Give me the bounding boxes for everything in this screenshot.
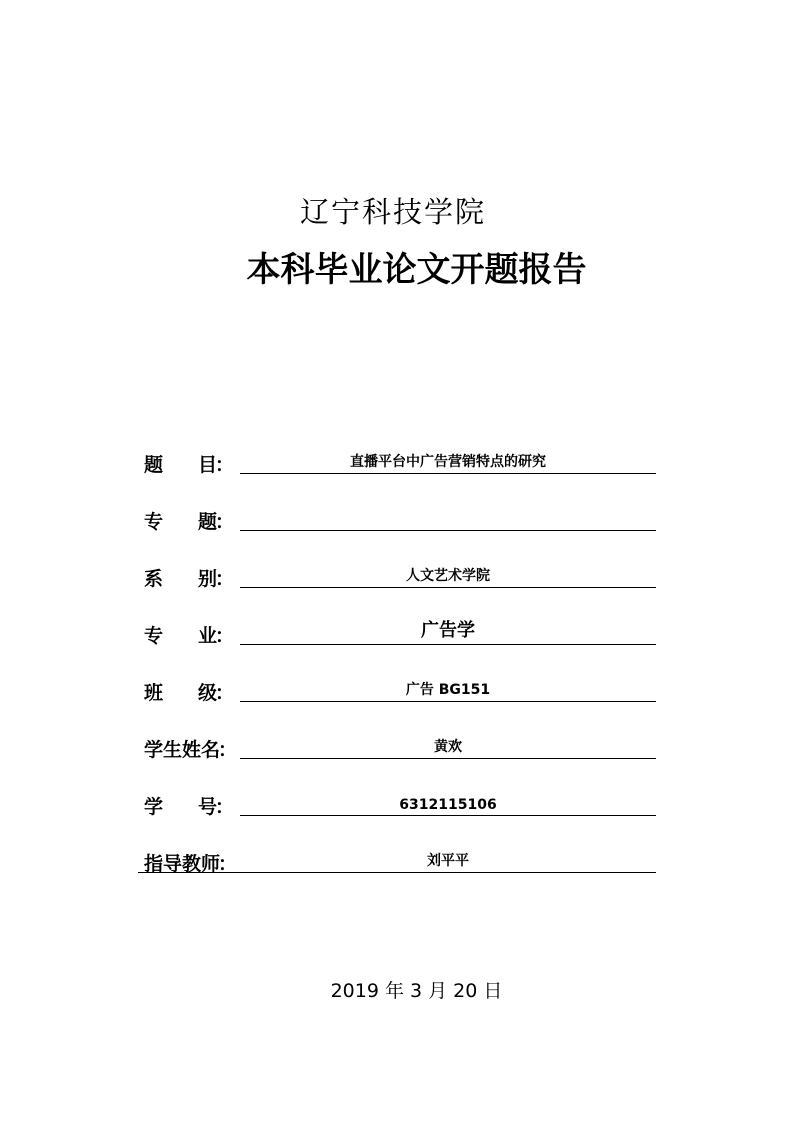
field-row-major [138,617,656,674]
field-row-topic [138,446,656,503]
field-label-student-name [144,735,238,762]
label-colon: ： [214,454,234,476]
field-underline-topic [240,446,656,474]
label-colon: ： [218,853,238,875]
field-label-special-topic [144,507,234,534]
report-title: 本科毕业论文开题报告 [246,250,587,290]
field-label-major [144,621,234,648]
label-colon: ： [214,568,234,590]
field-underline-major [240,617,656,645]
label-char: 级 [197,682,217,704]
label-colon: ： [214,625,234,647]
report-date: 2019 年 3 月 20 日 [330,980,503,1002]
field-row-department [138,560,656,617]
label-char: 业 [197,625,217,647]
field-value-student-name: 黄欢 [434,739,462,755]
field-label-topic [144,450,234,477]
field-label-department [144,564,234,591]
field-row-special-topic [138,503,656,560]
field-value-department: 人文艺术学院 [406,568,490,584]
label-char: 专 [144,511,164,533]
field-label-class [144,678,234,705]
field-underline-student-id [240,788,656,816]
field-underline-special-topic [240,503,656,531]
label-colon: ： [214,796,234,818]
field-label-student-id [144,792,234,819]
label-char: 别 [197,568,217,590]
label-char: 学 [144,796,164,818]
field-underline-class [240,674,656,702]
field-underline-department [240,560,656,588]
cover-info-fields [138,446,656,902]
field-value-advisor: 刘平平 [427,853,469,869]
field-label-advisor [144,849,238,876]
field-value-student-id: 6312115106 [399,797,497,813]
field-value-major: 广告学 [421,620,475,641]
field-row-student-name [138,731,656,788]
field-value-topic: 直播平台中广告营销特点的研究 [350,454,546,470]
label-char: 题 [197,511,217,533]
label-text: 指导教师 [144,853,221,875]
label-char: 系 [144,568,164,590]
label-char: 题 [144,454,164,476]
label-text: 学生姓名 [144,739,221,761]
school-name: 辽宁科技学院 [300,195,487,229]
field-value-class: 广告 BG151 [405,682,491,698]
label-char: 目 [197,454,217,476]
label-colon: ： [214,682,234,704]
field-row-class [138,674,656,731]
label-char: 号 [197,796,217,818]
label-colon: ： [214,511,234,533]
field-row-advisor [138,845,656,902]
label-colon: ： [218,739,238,761]
label-char: 专 [144,625,164,647]
label-char: 班 [144,682,164,704]
field-row-student-id [138,788,656,845]
field-underline-student-name [240,731,656,759]
